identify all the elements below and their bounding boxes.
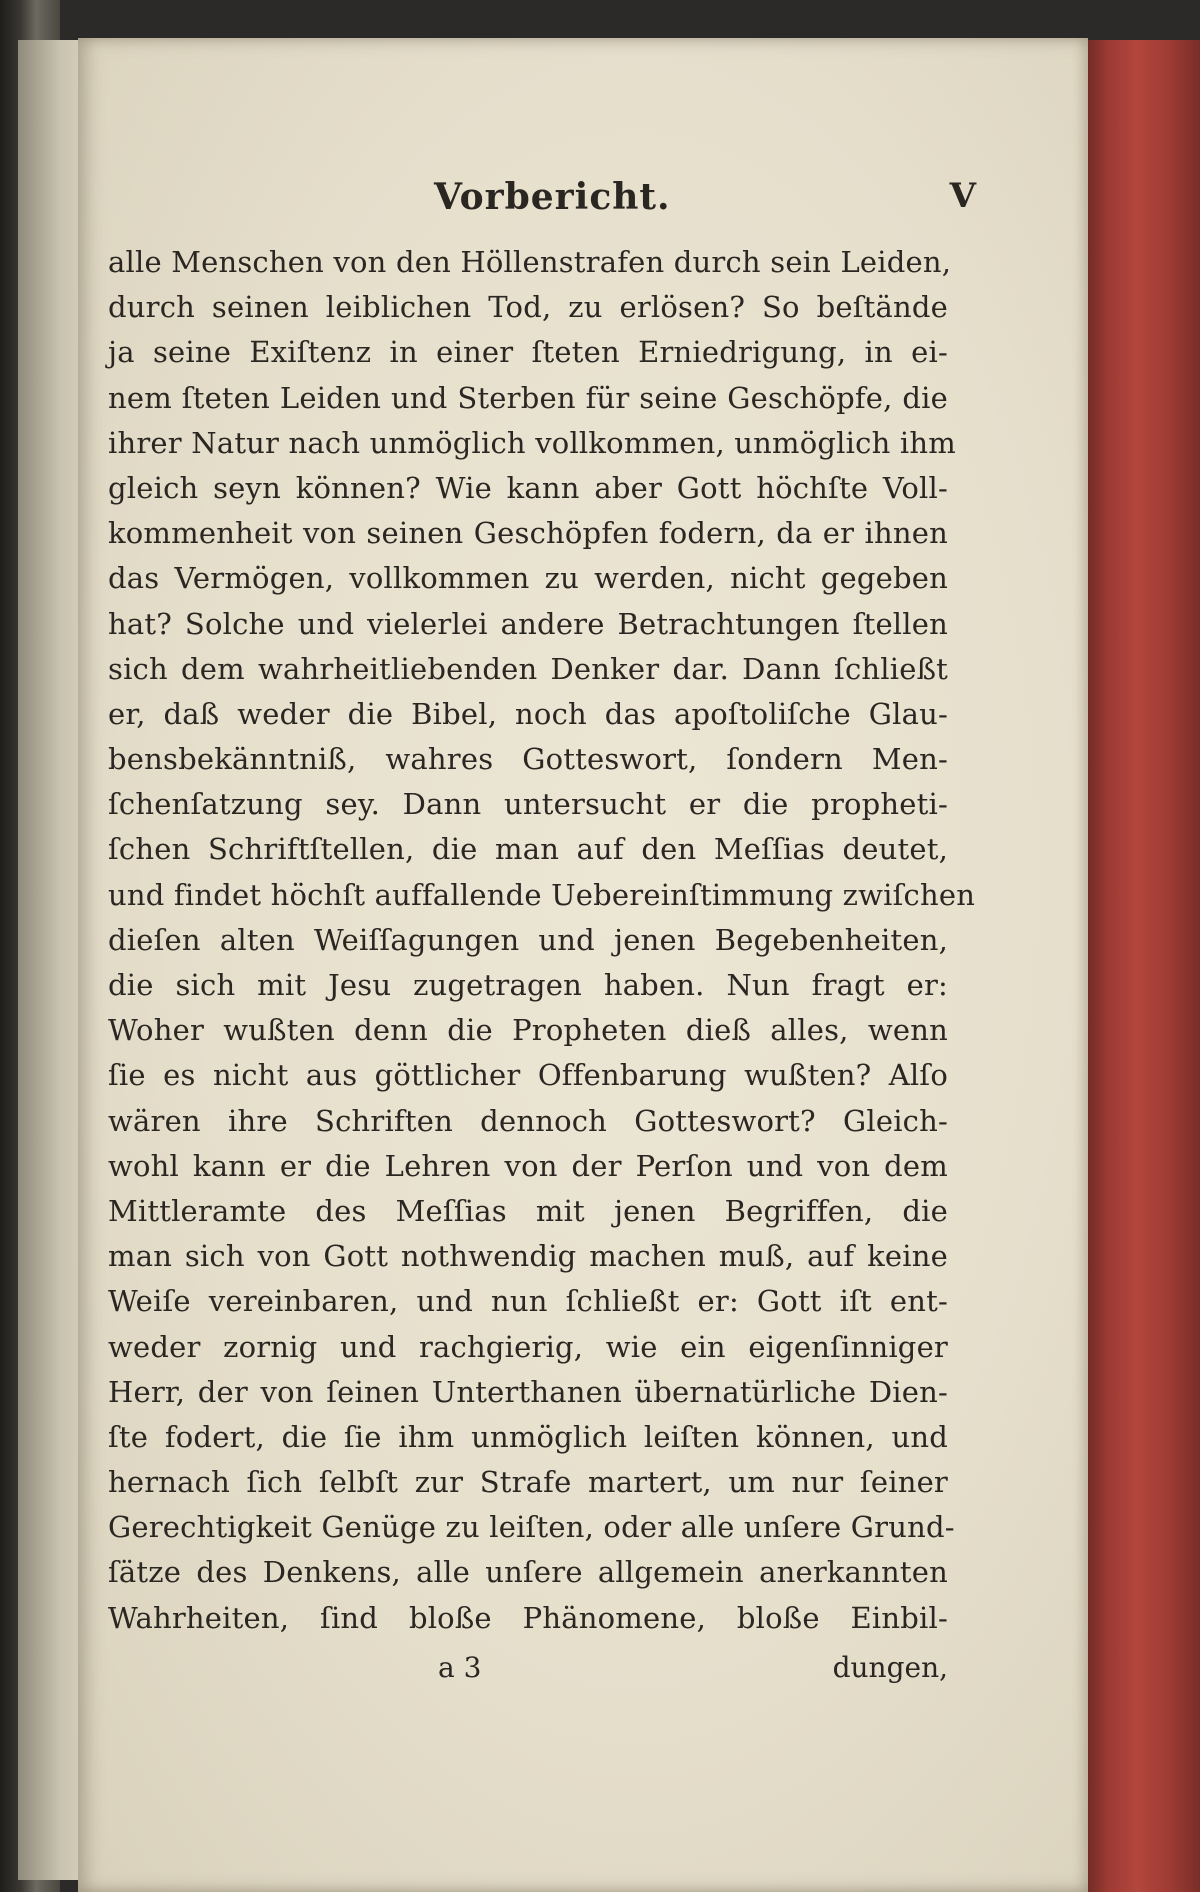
text-block [108, 166, 976, 1703]
page-number: V [949, 176, 976, 216]
text-line: er, daß weder die Bibel, noch das apoſtoliſche Glau- [108, 696, 948, 731]
text-line: weder zornig und rachgierig, wie ein eigenſinniger [108, 1329, 948, 1364]
red-page-edge [1085, 40, 1200, 1892]
text-line: Wahrheiten, ſind bloße Phänomene, bloße Einbil- [108, 1600, 948, 1635]
text-line: ſchenſatzung sey. Dann untersucht er die propheti- [108, 787, 948, 822]
text-line: wohl kann er die Lehren von der Perſon und von dem [108, 1148, 948, 1183]
text-line: hat? Solche und vielerlei andere Betrachtungen ſtellen [108, 606, 948, 641]
signature-mark: a 3 [438, 1650, 482, 1684]
text-line: ihrer Natur nach unmöglich vollkommen, unmöglich ihm [108, 425, 956, 460]
text-line: durch seinen leiblichen Tod, zu erlösen? So beſtände [108, 290, 948, 325]
text-line: Mittleramte des Meſſias mit jenen Begriffen, die [108, 1193, 948, 1228]
text-line: hernach ſich ſelbſt zur Strafe martert, um nur ſeiner [108, 1465, 948, 1500]
text-line: man sich von Gott nothwendig machen muß, auf keine [108, 1239, 948, 1274]
text-line: wären ihre Schriften dennoch Gotteswort? Gleich- [108, 1103, 948, 1138]
book-page [78, 38, 1088, 1892]
text-line: ſte fodert, die ſie ihm unmöglich leiſten können, und [108, 1419, 948, 1454]
text-line: ſie es nicht aus göttlicher Offenbarung wußten? Alſo [108, 1058, 948, 1093]
running-head: Vorbericht. [434, 176, 671, 218]
text-line: alle Menschen von den Höllenstrafen durch sein Leiden, [108, 245, 952, 279]
text-line: sich dem wahrheitliebenden Denker dar. Dann ſchließt [108, 651, 948, 686]
text-line: Herr, der von ſeinen Unterthanen übernatürliche Dien- [108, 1374, 948, 1409]
text-line: ſätze des Denkens, alle unſere allgemein anerkannten [108, 1555, 948, 1590]
text-line: und findet höchſt auffallende Uebereinſtimmung zwiſchen [108, 877, 976, 912]
page-header [108, 166, 976, 236]
text-line: die sich mit Jesu zugetragen haben. Nun fragt er: [108, 968, 948, 1002]
text-line: ja seine Exiſtenz in einer ſteten Erniedrigung, in ei- [108, 335, 948, 370]
text-line: Gerechtigkeit Genüge zu leiſten, oder alle unſere Grund- [108, 1510, 955, 1545]
page-footer [108, 1643, 948, 1703]
catchword: dungen, [832, 1650, 948, 1684]
text-line: das Vermögen, vollkommen zu werden, nicht gegeben [108, 561, 948, 596]
text-line: dieſen alten Weiſſagungen und jenen Begebenheiten, [108, 922, 948, 957]
text-line: Woher wußten denn die Propheten dieß alles, wenn [108, 1013, 948, 1048]
text-line: bensbekänntniß, wahres Gotteswort, ſondern Men- [108, 742, 948, 777]
text-line: nem ſteten Leiden und Sterben für seine Geschöpfe, die [108, 380, 948, 415]
text-line: gleich seyn können? Wie kann aber Gott höchſte Voll- [108, 470, 948, 505]
text-line: ſchen Schriftſtellen, die man auf den Meſſias deutet, [108, 832, 948, 867]
text-line: Weiſe vereinbaren, und nun ſchließt er: Gott iſt ent- [108, 1284, 948, 1319]
text-line: kommenheit von seinen Geschöpfen fodern, da er ihnen [108, 516, 948, 551]
body-text [108, 240, 976, 1641]
